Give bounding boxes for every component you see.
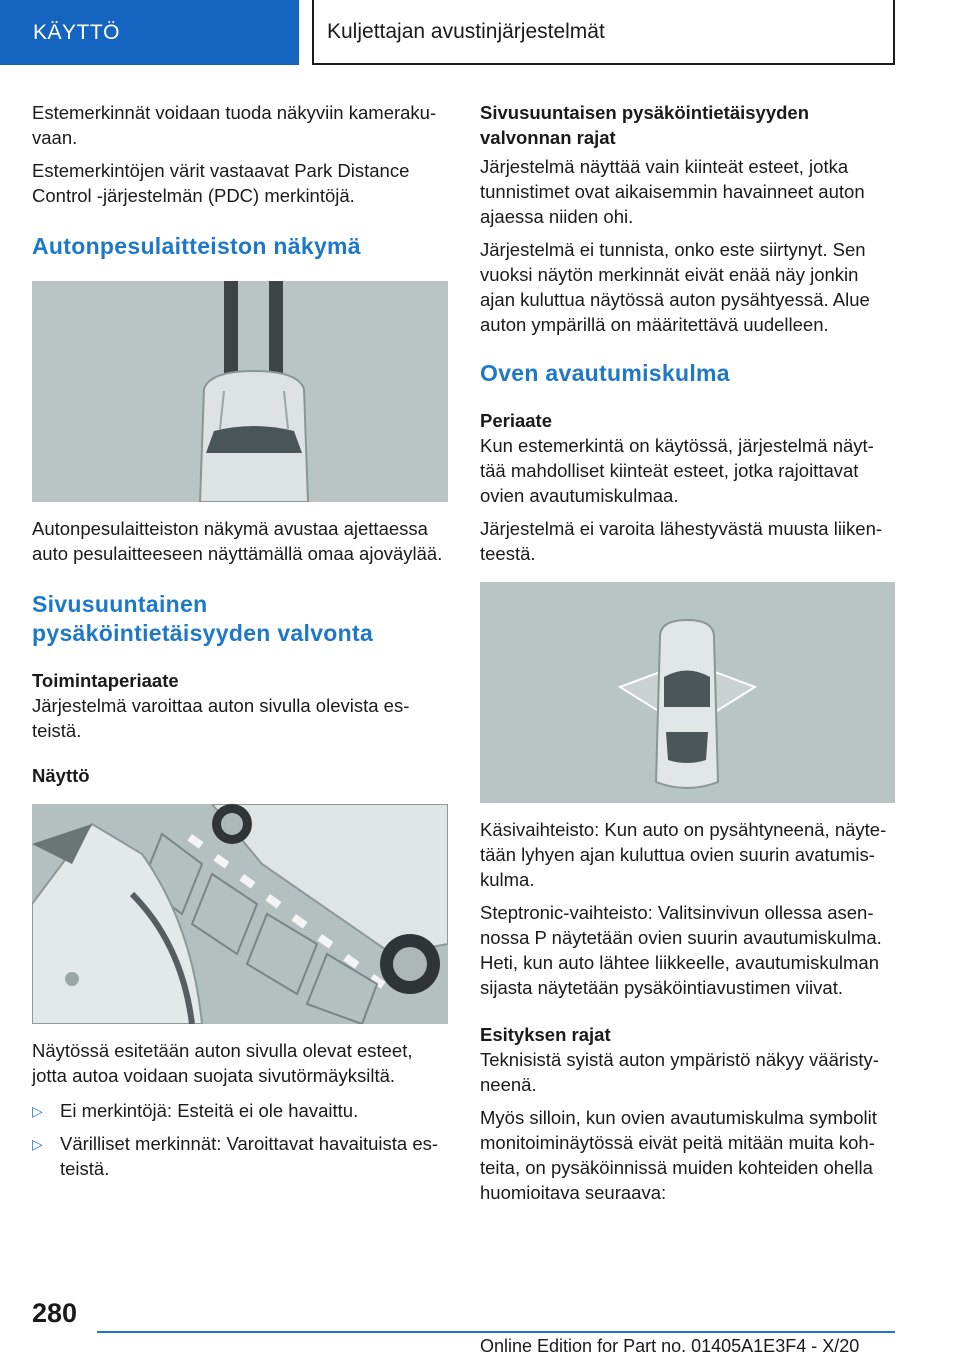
car-wash-caption: Autonpesulaitteiston näkymä avustaa ajettaessa auto pesulaitteeseen näyttämällä omaa ajoväylää.: [32, 518, 443, 564]
heading-side-limits: Sivusuuntaisen pysäköintietäisyyden valvonnan rajat: [480, 102, 809, 148]
bullet-item: [32, 1098, 448, 1124]
heading-periaate: Periaate: [480, 410, 552, 431]
intro-paragraph-1: Estemerkinnät voidaan tuoda näkyviin kameraku-vaan.: [32, 102, 437, 148]
heading-door-angle: Oven avautumiskulma: [480, 360, 730, 386]
side-display-svg: [32, 804, 448, 1024]
heading-display: Näyttö: [32, 765, 90, 786]
heading-side-parking: Sivusuuntainen pysäköintietäisyyden valvonta: [32, 591, 374, 646]
footer-divider: [97, 1331, 895, 1333]
limits-paragraph-1: Järjestelmä näyttää vain kiinteät esteet, jotka tunnistimet ovat aikaisemmin havainneet auton ajaessa niiden ohi.: [480, 156, 865, 227]
door-paragraph-1: Kun estemerkintä on käytössä, järjestelmä näyt-tää mahdolliset kiinteät esteet, jotka rajoittavat ovien avautumiskulmaa.: [480, 435, 874, 506]
car-wash-view-illustration: [32, 281, 448, 502]
door-caption-steptronic: Steptronic-vaihteisto: Valitsinvivun ollessa asen-nossa P näytetään ovien suurin avautumiskulma. Heti, kun auto lähtee liikkeelle, avautumiskulman sijasta näytetään pysäköintiavustimen viivat.: [480, 902, 882, 998]
door-caption-manual: Käsivaihteisto: Kun auto on pysähtyneenä, näyte-tään lyhyen ajan kuluttua ovien suurin avatumis-kulma.: [480, 819, 887, 890]
door-angle-svg: [480, 582, 895, 803]
footer-edition: Online Edition for Part no. 01405A1E3F4 - X/20: [480, 1336, 860, 1356]
chapter-header: [312, 0, 895, 65]
side-display-illustration: [32, 804, 448, 1024]
presentation-paragraph-1: Teknisistä syistä auton ympäristö näkyy vääristy-neenä.: [480, 1049, 879, 1095]
page-number: 280: [32, 1298, 78, 1328]
bullet-item: [32, 1131, 448, 1181]
bullet-text: Värilliset merkinnät: Varoittavat havaituista es-teistä.: [60, 1133, 439, 1179]
section-tab: [0, 0, 299, 65]
triangle-bullet-icon: ▷: [32, 1136, 43, 1152]
car-wash-illustration-svg: [32, 281, 448, 502]
chapter-title: Kuljettajan avustinjärjestelmät: [327, 19, 605, 43]
left-column: [32, 100, 448, 1188]
heading-presentation-limits: Esityksen rajat: [480, 1024, 611, 1045]
intro-paragraph-2: Estemerkintöjen värit vastaavat Park Distance Control -järjestelmän (PDC) merkintöjä.: [32, 160, 410, 206]
presentation-paragraph-2: Myös silloin, kun ovien avautumiskulma symbolit monitoiminäytössä eivät peitä mitään muita koh-teita, on pysäköinnissä muiden kohteiden ohella huomioitava seuraava:: [480, 1107, 877, 1203]
section-title: KÄYTTÖ: [33, 20, 121, 44]
door-angle-illustration: [480, 582, 895, 803]
heading-principle: Toimintaperiaate: [32, 670, 179, 691]
right-column: [480, 100, 895, 1213]
triangle-bullet-icon: ▷: [32, 1103, 43, 1119]
display-caption: Näytössä esitetään auton sivulla olevat esteet, jotta autoa voidaan suojata sivutörmäyksiltä.: [32, 1040, 413, 1086]
door-paragraph-2: Järjestelmä ei varoita lähestyvästä muusta liiken-teestä.: [480, 518, 883, 564]
principle-text: Järjestelmä varoittaa auton sivulla olevista es-teistä.: [32, 695, 410, 741]
heading-car-wash-view: Autonpesulaitteiston näkymä: [32, 233, 361, 259]
bullet-text: Ei merkintöjä: Esteitä ei ole havaittu.: [60, 1100, 359, 1121]
limits-paragraph-2: Järjestelmä ei tunnista, onko este siirtynyt. Sen vuoksi näytön merkinnät eivät enää näy jonkin ajan kuluttua näytössä auton pysähtyessä. Alue auton ympärillä on määritettävä uudelleen.: [480, 239, 870, 335]
